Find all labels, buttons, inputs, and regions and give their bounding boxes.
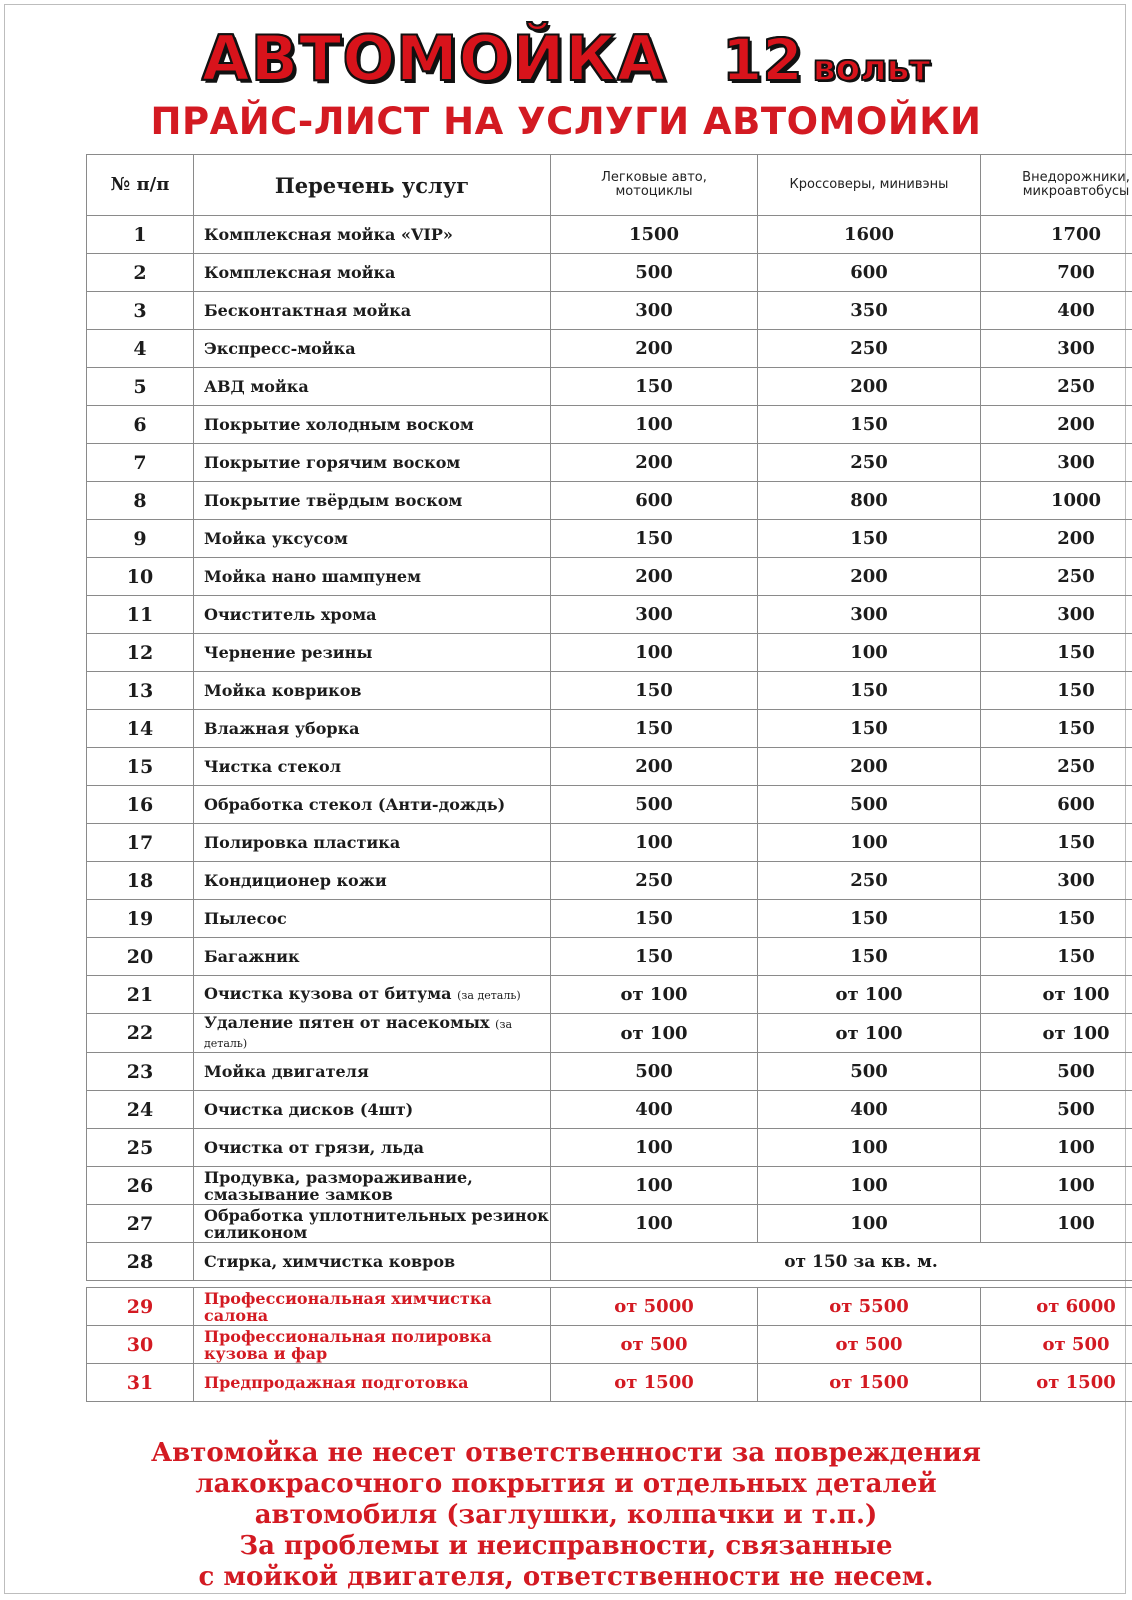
service-name-text: Продувка, размораживание, смазывание замков bbox=[204, 1167, 473, 1204]
price-suv: 150 bbox=[981, 710, 1132, 748]
service-name-text: Кондиционер кожи bbox=[204, 871, 387, 890]
row-number: 1 bbox=[87, 216, 194, 254]
price-cars: 100 bbox=[551, 1167, 758, 1205]
row-number: 3 bbox=[87, 292, 194, 330]
price-cars: 250 bbox=[551, 862, 758, 900]
price-crossovers: 500 bbox=[758, 786, 981, 824]
table-row bbox=[87, 976, 1132, 1014]
disclaimer-line-2: лакокрасочного покрытия и отдельных деталей bbox=[195, 1469, 937, 1499]
price-cars: от 100 bbox=[551, 1014, 758, 1053]
service-name-text: Обработка уплотнительных резинок силиконом bbox=[204, 1205, 549, 1242]
price-cars: 100 bbox=[551, 1129, 758, 1167]
service-name bbox=[194, 558, 551, 596]
table-gap bbox=[87, 1281, 1132, 1288]
table-row bbox=[87, 216, 1132, 254]
service-name bbox=[194, 1167, 551, 1205]
row-number: 31 bbox=[87, 1364, 194, 1402]
row-number: 22 bbox=[87, 1014, 194, 1053]
price-crossovers: 100 bbox=[758, 1129, 981, 1167]
price-suv: 150 bbox=[981, 824, 1132, 862]
price-crossovers: 100 bbox=[758, 1205, 981, 1243]
table-row bbox=[87, 1014, 1132, 1053]
row-number: 17 bbox=[87, 824, 194, 862]
price-crossovers: 100 bbox=[758, 824, 981, 862]
price-suv: 250 bbox=[981, 748, 1132, 786]
service-name bbox=[194, 862, 551, 900]
price-crossovers: 250 bbox=[758, 444, 981, 482]
service-name-text: Обработка стекол (Анти-дождь) bbox=[204, 795, 506, 814]
price-crossovers: от 5500 bbox=[758, 1288, 981, 1326]
row-number: 23 bbox=[87, 1053, 194, 1091]
price-suv: 600 bbox=[981, 786, 1132, 824]
price-cars: 150 bbox=[551, 938, 758, 976]
service-name bbox=[194, 634, 551, 672]
row-number: 4 bbox=[87, 330, 194, 368]
service-name bbox=[194, 406, 551, 444]
service-name bbox=[194, 254, 551, 292]
price-cars: 100 bbox=[551, 406, 758, 444]
table-row bbox=[87, 596, 1132, 634]
service-name bbox=[194, 444, 551, 482]
table-row bbox=[87, 900, 1132, 938]
service-name-text: Покрытие горячим воском bbox=[204, 453, 461, 472]
price-crossovers: 800 bbox=[758, 482, 981, 520]
header-cars: Легковые авто, мотоциклы bbox=[551, 155, 758, 216]
row-number: 28 bbox=[87, 1243, 194, 1281]
price-cars: 500 bbox=[551, 254, 758, 292]
header-suv: Внедорожники, микроавтобусы bbox=[981, 155, 1132, 216]
price-cars: 200 bbox=[551, 558, 758, 596]
premium-row bbox=[87, 1288, 1132, 1326]
brand-unit: вольт bbox=[812, 48, 931, 89]
table-row bbox=[87, 862, 1132, 900]
row-number: 21 bbox=[87, 976, 194, 1014]
price-cars: 200 bbox=[551, 748, 758, 786]
price-crossovers: 400 bbox=[758, 1091, 981, 1129]
row-number: 11 bbox=[87, 596, 194, 634]
brand-number: 12 bbox=[721, 26, 803, 94]
price-crossovers: 300 bbox=[758, 596, 981, 634]
row-number: 18 bbox=[87, 862, 194, 900]
table-row bbox=[87, 254, 1132, 292]
service-name-text: Покрытие холодным воском bbox=[204, 415, 474, 434]
price-crossovers: 200 bbox=[758, 558, 981, 596]
price-cars: 400 bbox=[551, 1091, 758, 1129]
service-name bbox=[194, 900, 551, 938]
price-merged: от 150 за кв. м. bbox=[551, 1243, 1132, 1281]
price-cars: 200 bbox=[551, 444, 758, 482]
price-crossovers: 250 bbox=[758, 862, 981, 900]
price-cars: 500 bbox=[551, 786, 758, 824]
price-suv: 150 bbox=[981, 634, 1132, 672]
price-crossovers: 1600 bbox=[758, 216, 981, 254]
price-suv: 150 bbox=[981, 938, 1132, 976]
price-suv: от 100 bbox=[981, 1014, 1132, 1053]
price-suv: 100 bbox=[981, 1129, 1132, 1167]
brand-logo bbox=[0, 22, 1132, 95]
table-row bbox=[87, 558, 1132, 596]
row-number: 7 bbox=[87, 444, 194, 482]
price-crossovers: 600 bbox=[758, 254, 981, 292]
service-name-text: Пылесос bbox=[204, 909, 287, 928]
price-cars: от 500 bbox=[551, 1326, 758, 1364]
price-cars: 100 bbox=[551, 634, 758, 672]
row-number: 14 bbox=[87, 710, 194, 748]
service-name-text: Влажная уборка bbox=[204, 719, 360, 738]
header-crossovers: Кроссоверы, минивэны bbox=[758, 155, 981, 216]
table-row bbox=[87, 292, 1132, 330]
premium-row bbox=[87, 1326, 1132, 1364]
service-name bbox=[194, 330, 551, 368]
service-name bbox=[194, 216, 551, 254]
service-name bbox=[194, 672, 551, 710]
table-row bbox=[87, 634, 1132, 672]
disclaimer bbox=[0, 1438, 1132, 1593]
service-name: Профессиональная полировка кузова и фар bbox=[194, 1326, 551, 1364]
price-suv: от 1500 bbox=[981, 1364, 1132, 1402]
price-cars: 300 bbox=[551, 596, 758, 634]
row-number: 25 bbox=[87, 1129, 194, 1167]
price-cars: 1500 bbox=[551, 216, 758, 254]
price-cars: от 100 bbox=[551, 976, 758, 1014]
service-name-text: Очистка от грязи, льда bbox=[204, 1138, 425, 1157]
table-row bbox=[87, 1167, 1132, 1205]
price-cars: 150 bbox=[551, 900, 758, 938]
table-row bbox=[87, 672, 1132, 710]
price-cars: 150 bbox=[551, 368, 758, 406]
service-name-text: Очиститель хрома bbox=[204, 605, 377, 624]
row-number: 10 bbox=[87, 558, 194, 596]
disclaimer-line-5: с мойкой двигателя, ответственности не несем. bbox=[198, 1562, 934, 1592]
price-crossovers: 100 bbox=[758, 1167, 981, 1205]
service-name-text: Багажник bbox=[204, 947, 300, 966]
service-name: Профессиональная химчистка салона bbox=[194, 1288, 551, 1326]
service-name bbox=[194, 292, 551, 330]
page-title: ПРАЙС-ЛИСТ НА УСЛУГИ АВТОМОЙКИ bbox=[150, 100, 982, 143]
service-name bbox=[194, 976, 551, 1014]
price-crossovers: от 500 bbox=[758, 1326, 981, 1364]
price-suv: 1000 bbox=[981, 482, 1132, 520]
table-row bbox=[87, 1053, 1132, 1091]
price-suv: 400 bbox=[981, 292, 1132, 330]
service-note: (за деталь) bbox=[457, 989, 521, 1002]
price-cars: 300 bbox=[551, 292, 758, 330]
table-row bbox=[87, 330, 1132, 368]
service-name bbox=[194, 368, 551, 406]
price-crossovers: 150 bbox=[758, 938, 981, 976]
price-crossovers: 150 bbox=[758, 520, 981, 558]
service-name-text: Мойка двигателя bbox=[204, 1062, 369, 1081]
service-name-text: Мойка ковриков bbox=[204, 681, 362, 700]
service-name-text: Очистка кузова от битума bbox=[204, 984, 452, 1003]
table-row bbox=[87, 786, 1132, 824]
service-name bbox=[194, 520, 551, 558]
table-row bbox=[87, 1205, 1132, 1243]
price-cars: 150 bbox=[551, 672, 758, 710]
price-crossovers: от 100 bbox=[758, 976, 981, 1014]
table-row bbox=[87, 1091, 1132, 1129]
price-crossovers: 200 bbox=[758, 368, 981, 406]
service-name bbox=[194, 1014, 551, 1053]
price-suv: 250 bbox=[981, 368, 1132, 406]
table-row bbox=[87, 710, 1132, 748]
row-number: 26 bbox=[87, 1167, 194, 1205]
table-row bbox=[87, 444, 1132, 482]
service-name bbox=[194, 710, 551, 748]
row-number: 5 bbox=[87, 368, 194, 406]
price-crossovers: от 100 bbox=[758, 1014, 981, 1053]
table-row bbox=[87, 938, 1132, 976]
service-name bbox=[194, 1205, 551, 1243]
price-suv: 300 bbox=[981, 596, 1132, 634]
price-suv: 300 bbox=[981, 330, 1132, 368]
row-number: 13 bbox=[87, 672, 194, 710]
row-number: 12 bbox=[87, 634, 194, 672]
price-suv: 200 bbox=[981, 406, 1132, 444]
table-header-row bbox=[87, 155, 1132, 216]
price-suv: от 100 bbox=[981, 976, 1132, 1014]
price-crossovers: 500 bbox=[758, 1053, 981, 1091]
price-suv: 700 bbox=[981, 254, 1132, 292]
row-number: 20 bbox=[87, 938, 194, 976]
price-cars: 150 bbox=[551, 520, 758, 558]
service-name bbox=[194, 1091, 551, 1129]
disclaimer-line-4: За проблемы и неисправности, связанные bbox=[239, 1531, 893, 1561]
row-number: 8 bbox=[87, 482, 194, 520]
disclaimer-line-3: автомобиля (заглушки, колпачки и т.п.) bbox=[254, 1500, 878, 1530]
price-cars: от 1500 bbox=[551, 1364, 758, 1402]
service-name bbox=[194, 596, 551, 634]
service-name-text: Комплексная мойка bbox=[204, 263, 396, 282]
row-number: 15 bbox=[87, 748, 194, 786]
service-note: (за деталь) bbox=[204, 1018, 513, 1050]
row-number: 6 bbox=[87, 406, 194, 444]
price-cars: 200 bbox=[551, 330, 758, 368]
price-suv: 250 bbox=[981, 558, 1132, 596]
premium-row bbox=[87, 1364, 1132, 1402]
service-name-text: Полировка пластика bbox=[204, 833, 401, 852]
service-name-text: Бесконтактная мойка bbox=[204, 301, 412, 320]
service-name-text: Мойка нано шампунем bbox=[204, 567, 421, 586]
price-cars: 150 bbox=[551, 710, 758, 748]
price-crossovers: 250 bbox=[758, 330, 981, 368]
price-suv: от 6000 bbox=[981, 1288, 1132, 1326]
row-number: 16 bbox=[87, 786, 194, 824]
price-suv: 300 bbox=[981, 862, 1132, 900]
service-name bbox=[194, 824, 551, 862]
service-name-text: АВД мойка bbox=[204, 377, 309, 396]
row-number: 30 bbox=[87, 1326, 194, 1364]
price-suv: 100 bbox=[981, 1205, 1132, 1243]
row-number: 2 bbox=[87, 254, 194, 292]
table-gap-cell bbox=[87, 1281, 1132, 1288]
row-number: 9 bbox=[87, 520, 194, 558]
price-suv: от 500 bbox=[981, 1326, 1132, 1364]
service-name-text: Мойка уксусом bbox=[204, 529, 348, 548]
price-cars: 100 bbox=[551, 824, 758, 862]
price-crossovers: 200 bbox=[758, 748, 981, 786]
table-row bbox=[87, 1129, 1132, 1167]
price-crossovers: 350 bbox=[758, 292, 981, 330]
brand-name: АВТОМОЙКА bbox=[201, 22, 666, 95]
service-name-text: Экспресс-мойка bbox=[204, 339, 356, 358]
row-number: 29 bbox=[87, 1288, 194, 1326]
price-crossovers: 150 bbox=[758, 672, 981, 710]
table-row bbox=[87, 520, 1132, 558]
service-name bbox=[194, 1129, 551, 1167]
price-crossovers: от 1500 bbox=[758, 1364, 981, 1402]
header-num: № п/п bbox=[87, 155, 194, 216]
table-row bbox=[87, 1243, 1132, 1281]
price-suv: 200 bbox=[981, 520, 1132, 558]
service-name-text: Покрытие твёрдым воском bbox=[204, 491, 463, 510]
price-cars: 500 bbox=[551, 1053, 758, 1091]
price-crossovers: 150 bbox=[758, 900, 981, 938]
table-row bbox=[87, 824, 1132, 862]
row-number: 19 bbox=[87, 900, 194, 938]
price-crossovers: 150 bbox=[758, 406, 981, 444]
header-service: Перечень услуг bbox=[194, 155, 551, 216]
service-name-text: Очистка дисков (4шт) bbox=[204, 1100, 414, 1119]
service-name bbox=[194, 482, 551, 520]
price-cars: 100 bbox=[551, 1205, 758, 1243]
service-name-text: Чернение резины bbox=[204, 643, 373, 662]
service-name: Стирка, химчистка ковров bbox=[194, 1243, 551, 1281]
price-suv: 500 bbox=[981, 1091, 1132, 1129]
price-suv: 500 bbox=[981, 1053, 1132, 1091]
table-row bbox=[87, 406, 1132, 444]
price-cars: от 5000 bbox=[551, 1288, 758, 1326]
service-name bbox=[194, 786, 551, 824]
price-suv: 150 bbox=[981, 900, 1132, 938]
service-name: Предпродажная подготовка bbox=[194, 1364, 551, 1402]
price-suv: 300 bbox=[981, 444, 1132, 482]
price-table bbox=[86, 154, 1132, 1402]
price-suv: 100 bbox=[981, 1167, 1132, 1205]
price-crossovers: 150 bbox=[758, 710, 981, 748]
service-name bbox=[194, 938, 551, 976]
service-name-text: Чистка стекол bbox=[204, 757, 341, 776]
table-row bbox=[87, 368, 1132, 406]
price-suv: 150 bbox=[981, 672, 1132, 710]
row-number: 27 bbox=[87, 1205, 194, 1243]
service-name-text: Удаление пятен от насекомых bbox=[204, 1013, 490, 1032]
price-suv: 1700 bbox=[981, 216, 1132, 254]
disclaimer-line-1: Автомойка не несет ответственности за повреждения bbox=[150, 1438, 981, 1468]
service-name-text: Комплексная мойка «VIP» bbox=[204, 225, 453, 244]
table-row bbox=[87, 482, 1132, 520]
price-crossovers: 100 bbox=[758, 634, 981, 672]
row-number: 24 bbox=[87, 1091, 194, 1129]
price-cars: 600 bbox=[551, 482, 758, 520]
service-name bbox=[194, 1053, 551, 1091]
service-name bbox=[194, 748, 551, 786]
table-row bbox=[87, 748, 1132, 786]
